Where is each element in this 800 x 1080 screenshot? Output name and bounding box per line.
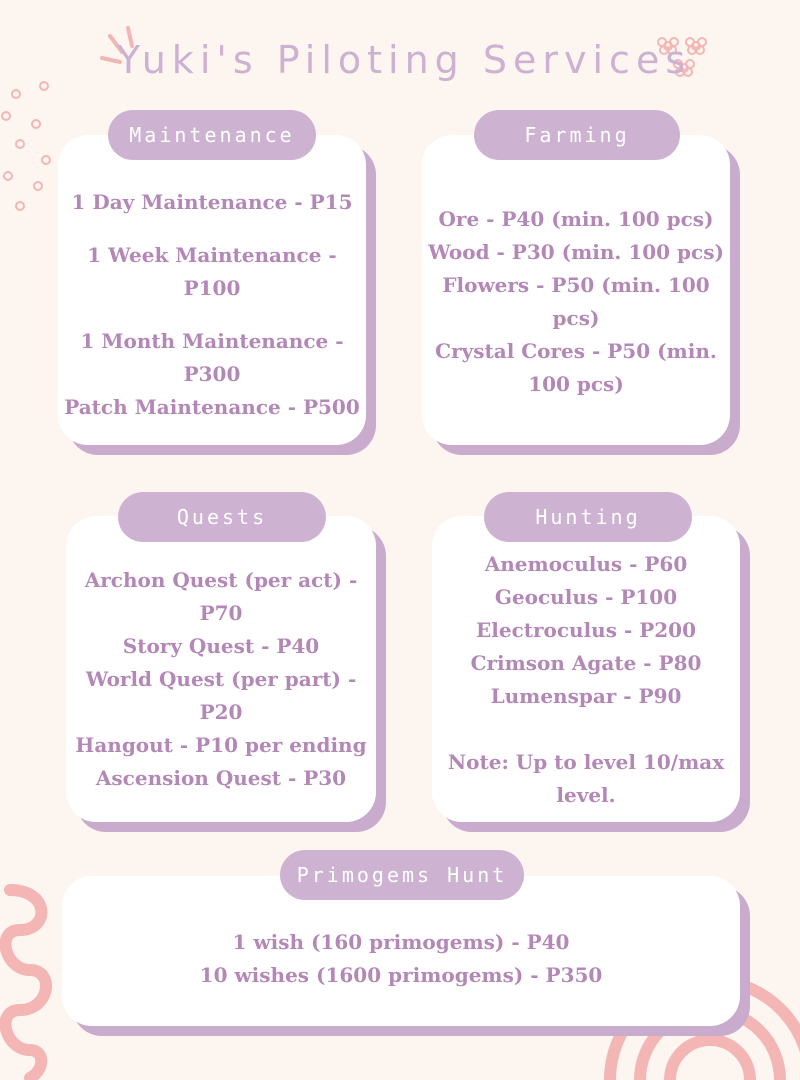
list-item: Story Quest - P40 xyxy=(122,634,320,658)
list-item: 100 pcs) xyxy=(528,372,624,396)
list-item: P100 xyxy=(183,276,241,300)
page-title: Yuki's Piloting Services xyxy=(116,38,692,82)
list-item: Geoculus - P100 xyxy=(494,585,678,609)
list-item: World Quest (per part) - xyxy=(85,667,357,691)
list-item: Lumenspar - P90 xyxy=(490,684,682,708)
list-item: Archon Quest (per act) - xyxy=(84,568,358,592)
maintenance-card xyxy=(58,135,366,445)
list-item: Hangout - P10 per ending xyxy=(75,733,367,757)
list-item: Anemoculus - P60 xyxy=(484,552,688,576)
list-item: 1 Week Maintenance - xyxy=(87,243,337,267)
dots-decoration-icon xyxy=(0,80,60,220)
list-item: Crystal Cores - P50 (min. xyxy=(435,339,717,363)
list-item: P70 xyxy=(199,601,243,625)
list-item: 1 wish (160 primogems) - P40 xyxy=(232,930,570,954)
list-item: pcs) xyxy=(552,306,600,330)
list-item: Crimson Agate - P80 xyxy=(470,651,702,675)
list-item: Wood - P30 (min. 100 pcs) xyxy=(428,240,724,264)
quests-card xyxy=(66,516,376,822)
list-item: Patch Maintenance - P500 xyxy=(64,395,360,419)
note-line: level. xyxy=(556,783,616,807)
squiggle-icon xyxy=(0,880,60,1080)
quests-heading: Quests xyxy=(118,492,326,542)
maintenance-heading: Maintenance xyxy=(108,110,316,160)
list-item: P20 xyxy=(199,700,243,724)
list-item: Ore - P40 (min. 100 pcs) xyxy=(438,207,714,231)
farming-heading: Farming xyxy=(474,110,680,160)
list-item: 1 Day Maintenance - P15 xyxy=(71,190,353,214)
farming-card xyxy=(422,135,730,445)
hunting-heading: Hunting xyxy=(484,492,692,542)
hunting-card xyxy=(432,516,740,822)
list-item: Flowers - P50 (min. 100 xyxy=(442,273,710,297)
list-item: P300 xyxy=(183,362,241,386)
list-item: Electroculus - P200 xyxy=(476,618,696,642)
list-item: 10 wishes (1600 primogems) - P350 xyxy=(199,963,603,987)
note-line: Note: Up to level 10/max xyxy=(447,750,725,774)
list-item: 1 Month Maintenance - xyxy=(80,329,344,353)
list-item: Ascension Quest - P30 xyxy=(95,766,347,790)
primogems-heading: Primogems Hunt xyxy=(280,850,524,900)
